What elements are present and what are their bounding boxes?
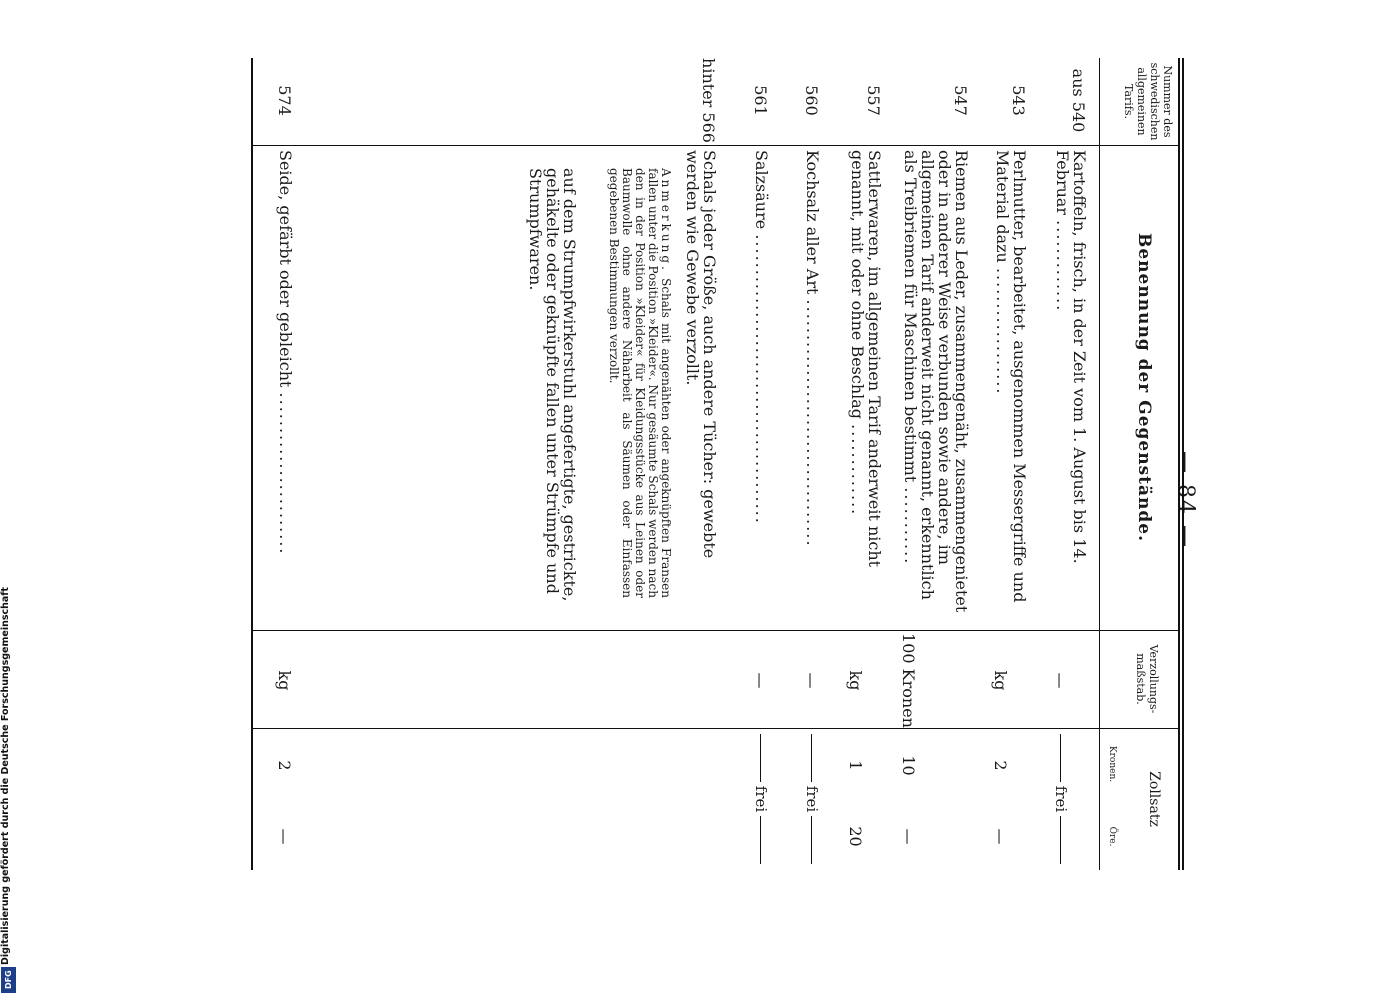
duty-unit: 100 Kronen [899,633,918,728]
header-number: Nummer des schwedischen allgemeinen Tarifs. [1122,62,1174,141]
header-duty: Zollsatz [1146,771,1162,827]
header-description: Benennung der Gegenstände. [1134,233,1154,542]
tariff-number: 547 [951,85,970,116]
item-description: Riemen aus Leder, zusammengenäht, zusammengenietet oder in anderer Weise verbunden sowie andere, im allgemeinen Tarif anderweit nicht genannt, erkenntlich als Treibriemen für Maschinen bestimmt ........... [901,150,971,613]
header-kronen: Kronen. [1107,745,1117,783]
note-text: Schals mit angenähten oder angeknüpften Fransen fallen unter die Position »Kleider«. Nur gesäumte Schals werden nach den in der Position »Kleider« für Kleidungsstücke aus Leinen oder Baumwolle ohne andere Näharbeit als Säumen oder Einfassen gegebenen Bestimmungen verzollt. [607,168,673,598]
note-heading: Anmerkung. [659,168,673,273]
duty-free: frei [1052,728,1070,870]
duty-unit: kg [275,670,294,691]
item-description: Sattlerwaren, im allgemeinen Tarif anderweit nicht genannt, mit oder ohne Beschlag ............. [848,150,884,568]
tariff-number: hinter 566 [699,58,718,143]
duty-kronen: 2 [991,760,1010,771]
duty-free: frei [752,728,770,870]
header-ore: Öre. [1107,826,1117,847]
tariff-number: 561 [751,85,770,116]
tariff-table [251,58,1184,870]
tariff-number: 560 [802,85,821,116]
duty-unit: kg [991,670,1010,691]
digitization-credit: Digitalisierung gefördert durch die Deutsche Forschungsgemeinschaft [0,587,11,965]
item-description: Perlmutter, bearbeitet, ausgenommen Messergriffe und Material dazu .................. [993,150,1029,603]
item-description: Kartoffeln, frisch, in der Zeit vom 1. August bis 14. Februar ............. [1053,150,1089,564]
tariff-number: aus 540 [1069,68,1088,133]
duty-kronen: 10 [899,755,918,776]
header-rule [1099,58,1100,870]
item-description: Kochsalz aller Art ................................... [803,150,822,548]
item-description: Seide, gefärbt oder gebleicht ....................... [276,150,295,556]
item-description: Schals jeder Größe, auch andere Tücher: gewebte werden wie Gewebe verzollt. [683,150,719,559]
column-rule [253,145,1178,146]
duty-unit: — [1051,672,1070,689]
duty-free: frei [803,728,821,870]
duty-unit: — [751,672,770,689]
tariff-number: 543 [1009,85,1028,116]
column-rule [253,728,1178,729]
tariff-number: 557 [864,85,883,116]
knitted-goods-text: auf dem Strumpfwirkerstuhl angefertigte, gestrickte, gehäkelte oder geknüpfte fallen unter Strümpfe und Strumpfwaren. [526,168,579,602]
duty-unit: — [802,672,821,689]
item-description: Salzsäure ......................................... [752,150,771,525]
annotation-note [607,168,672,598]
header-unit: Verzollungs-maßstab. [1134,644,1160,714]
page-number: — 84 — [1173,451,1198,549]
dfg-logo: DFG [1,967,16,993]
duty-kronen: 2 [275,760,294,771]
document-page [50,0,1210,1000]
duty-ore: — [899,828,918,845]
duty-ore: 20 [846,826,865,847]
duty-unit: kg [846,670,865,691]
column-rule [253,630,1178,631]
duty-ore: — [275,828,294,845]
tariff-number: 574 [275,85,294,116]
duty-ore: — [991,828,1010,845]
duty-kronen: 1 [846,760,865,771]
